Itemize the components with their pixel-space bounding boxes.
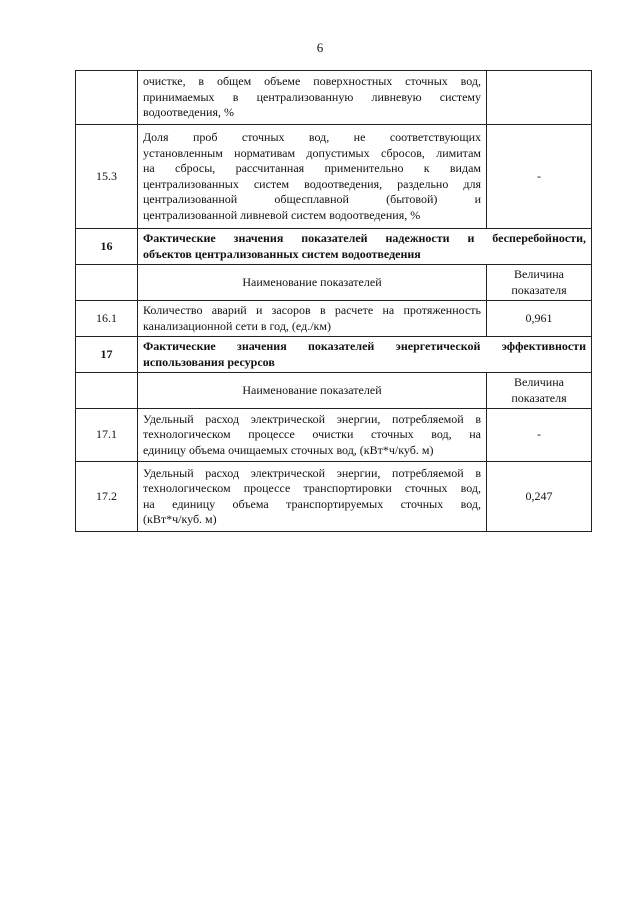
indicator-value: 0,247 — [487, 462, 592, 532]
text-line: технологическом процессе очистки сточных вод, на — [143, 427, 481, 442]
indicator-description — [138, 409, 487, 462]
table-row-16-1 — [76, 301, 592, 337]
section-row-17 — [76, 337, 592, 373]
text-line: канализационной сети в год, (ед./км) — [143, 318, 331, 333]
header-row-16 — [76, 265, 592, 301]
row-number: 17.1 — [76, 409, 138, 462]
indicator-description — [138, 125, 487, 229]
header-name: Наименование показателей — [138, 373, 487, 409]
section-title — [138, 229, 592, 265]
header-row-17 — [76, 373, 592, 409]
text-line: Удельный расход электрической энергии, потребляемой в — [143, 411, 481, 426]
page-number: 6 — [316, 40, 324, 55]
indicator-value — [487, 71, 592, 125]
indicator-description — [138, 71, 487, 125]
indicator-value: - — [487, 409, 592, 462]
text-line: на единицу объема транспортируемых сточных вод, — [143, 496, 481, 511]
section-number: 16 — [76, 229, 138, 265]
header-value: Величина показателя — [487, 265, 592, 301]
text-line: объектов централизованных систем водоотведения — [143, 246, 421, 261]
text-line: установленным нормативам допустимых сбросов, лимитам — [143, 145, 481, 160]
text-line: Фактические значения показателей надежности и бесперебойности, — [143, 231, 586, 245]
section-row-16 — [76, 229, 592, 265]
text-line: очистке, в общем объеме поверхностных сточных вод, — [143, 74, 481, 89]
text-line: единицу объема очищаемых сточных вод, (кВт*ч/куб. м) — [143, 442, 434, 457]
text-line: централизованной ливневой систем водоотведения, % — [143, 207, 421, 222]
indicator-value: 0,961 — [487, 301, 592, 337]
text-line: принимаемых в централизованную ливневую систему — [143, 89, 481, 104]
table-row-17-1 — [76, 409, 592, 462]
row-number: 16.1 — [76, 301, 138, 337]
text-line: централизованной общесплавной (бытовой) и — [143, 192, 481, 206]
text-line: использования ресурсов — [143, 354, 275, 369]
indicator-description — [138, 462, 487, 532]
text-line: Фактические значения показателей энергетической эффективности — [143, 339, 586, 353]
section-title — [138, 337, 592, 373]
text-line: (кВт*ч/куб. м) — [143, 512, 217, 526]
empty-cell — [76, 373, 138, 409]
header-value: Величина показателя — [487, 373, 592, 409]
empty-cell — [76, 265, 138, 301]
row-number: 15.3 — [76, 125, 138, 229]
text-line: водоотведения, % — [143, 105, 234, 120]
header-name: Наименование показателей — [138, 265, 487, 301]
text-line: Удельный расход электрической энергии, потребляемой в — [143, 465, 481, 480]
text-line: технологическом процессе транспортировки сточных вод, — [143, 481, 481, 495]
table-row-continuation — [76, 71, 592, 125]
row-number — [76, 71, 138, 125]
indicators-table — [75, 70, 592, 532]
indicator-value: - — [487, 125, 592, 229]
table-row-17-2 — [76, 462, 592, 532]
row-number: 17.2 — [76, 462, 138, 532]
table-row-15-3 — [76, 125, 592, 229]
text-line: Количество аварий и засоров в расчете на протяженность — [143, 303, 481, 317]
text-line: Доля проб сточных вод, не соответствующих — [143, 130, 481, 144]
text-line: на сбросы, рассчитанная применительно к видам — [143, 161, 481, 175]
indicator-description — [138, 301, 487, 337]
text-line: централизованных систем водоотведения, раздельно для — [143, 176, 481, 191]
section-number: 17 — [76, 337, 138, 373]
